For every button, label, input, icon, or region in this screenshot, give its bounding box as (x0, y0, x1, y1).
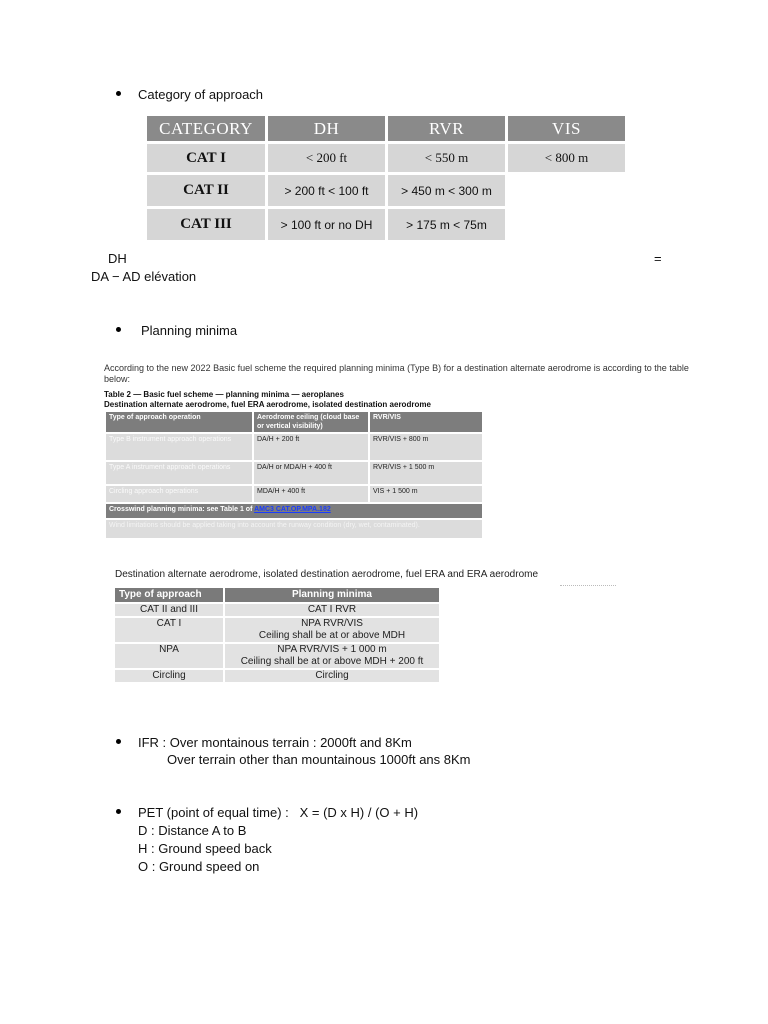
table-subtitle: Destination alternate aerodrome, fuel ERA aerodrome, isolated destination aerodrome (104, 400, 431, 409)
table-header-row (147, 116, 625, 141)
table-caption (104, 390, 431, 410)
header-category: CATEGORY (147, 116, 265, 141)
header-dh: DH (268, 116, 385, 141)
pet-h-definition: H : Ground speed back (138, 841, 272, 856)
table-row (114, 643, 440, 669)
table-row (147, 144, 625, 172)
pet-formula: PET (point of equal time) : X = (D x H) / (O + H) (138, 805, 419, 820)
header-ceiling: Aerodrome ceiling (cloud base or vertical visibility) (253, 411, 369, 433)
table-row (105, 461, 483, 485)
dotted-rule (560, 585, 616, 586)
cell-rvr-vis: VIS + 1 500 m (369, 485, 483, 503)
vis-cell: < 800 m (508, 144, 625, 172)
table-row (114, 617, 440, 643)
cat-label: CAT II (147, 175, 265, 206)
bullet-icon (116, 739, 121, 744)
cell-minima: NPA RVR/VIS + 1 000 m Ceiling shall be at or above MDH + 200 ft (224, 643, 440, 669)
rvr-cell: > 450 m < 300 m (388, 175, 505, 206)
bullet-icon (116, 91, 121, 96)
crosswind-cell (105, 503, 483, 519)
dh-cell: > 100 ft or no DH (268, 209, 385, 240)
crosswind-row (105, 503, 483, 519)
planning-intro (104, 363, 689, 385)
pet-d-definition: D : Distance A to B (138, 823, 247, 838)
vis-cell (508, 209, 625, 240)
header-vis: VIS (508, 116, 625, 141)
bullet-icon (116, 809, 121, 814)
cell-minima: CAT I RVR (224, 603, 440, 617)
rvr-cell: < 550 m (388, 144, 505, 172)
dh-cell: < 200 ft (268, 144, 385, 172)
table-row (114, 603, 440, 617)
ifr-line-1: IFR : Over montainous terrain : 2000ft and 8Km (138, 735, 412, 750)
table-title: Table 2 — Basic fuel scheme — planning minima — aeroplanes (104, 390, 344, 399)
bullet-icon (116, 327, 121, 332)
table-row (105, 485, 483, 503)
cell-approach: CAT I (114, 617, 224, 643)
cell-type: Type B instrument approach operations (105, 433, 253, 461)
cat-label: CAT I (147, 144, 265, 172)
table-row (114, 669, 440, 683)
destination-alternate-table (113, 586, 441, 684)
table-row (147, 209, 625, 240)
table-row (147, 175, 625, 206)
header-rvr-vis: RVR/VIS (369, 411, 483, 433)
cell-minima: NPA RVR/VIS Ceiling shall be at or above MDH (224, 617, 440, 643)
intro-line: below: (104, 374, 131, 384)
header-planning-minima: Planning minima (224, 587, 440, 603)
equals-sign: = (654, 251, 662, 266)
vis-cell (508, 175, 625, 206)
amc-link[interactable]: AMC3 CAT.OP.MPA.182 (254, 506, 331, 513)
cell-ceiling: DA/H or MDA/H + 400 ft (253, 461, 369, 485)
table-header-row (114, 587, 440, 603)
intro-line: According to the new 2022 Basic fuel scheme the required planning minima (Type B) for a destination alternate aerodrome is according to the table (104, 363, 689, 373)
cell-rvr-vis: RVR/VIS + 1 500 m (369, 461, 483, 485)
header-type-of-approach: Type of approach (114, 587, 224, 603)
header-type: Type of approach operation (105, 411, 253, 433)
wind-note: Wind limitations should be applied taking into account the runway condition (dry, wet, contaminated). (105, 519, 483, 539)
cell-approach: Circling (114, 669, 224, 683)
cell-type: Type A instrument approach operations (105, 461, 253, 485)
ifr-line-2: Over terrain other than mountainous 1000ft ans 8Km (167, 752, 471, 767)
dest-title: Destination alternate aerodrome, isolated destination aerodrome, fuel ERA and ERA aerodrome (115, 569, 539, 580)
header-rvr: RVR (388, 116, 505, 141)
cell-ceiling: MDA/H + 400 ft (253, 485, 369, 503)
planning-minima-table (104, 410, 484, 540)
heading-planning-minima: Planning minima (141, 323, 238, 338)
crosswind-text: Crosswind planning minima: see Table 1 of (109, 506, 255, 513)
pet-o-definition: O : Ground speed on (138, 859, 260, 874)
cell-approach: NPA (114, 643, 224, 669)
cell-rvr-vis: RVR/VIS + 800 m (369, 433, 483, 461)
table-row (105, 433, 483, 461)
cell-approach: CAT II and III (114, 603, 224, 617)
wind-note-row (105, 519, 483, 539)
rvr-cell: > 175 m < 75m (388, 209, 505, 240)
dh-formula: DA − AD elévation (91, 269, 197, 284)
cell-ceiling: DA/H + 200 ft (253, 433, 369, 461)
heading-category-of-approach: Category of approach (138, 87, 264, 102)
cell-type: Circling approach operations (105, 485, 253, 503)
dh-cell: > 200 ft < 100 ft (268, 175, 385, 206)
cell-minima: Circling (224, 669, 440, 683)
dh-label: DH (108, 251, 127, 266)
cat-label: CAT III (147, 209, 265, 240)
category-table (144, 113, 628, 243)
table-header-row (105, 411, 483, 433)
